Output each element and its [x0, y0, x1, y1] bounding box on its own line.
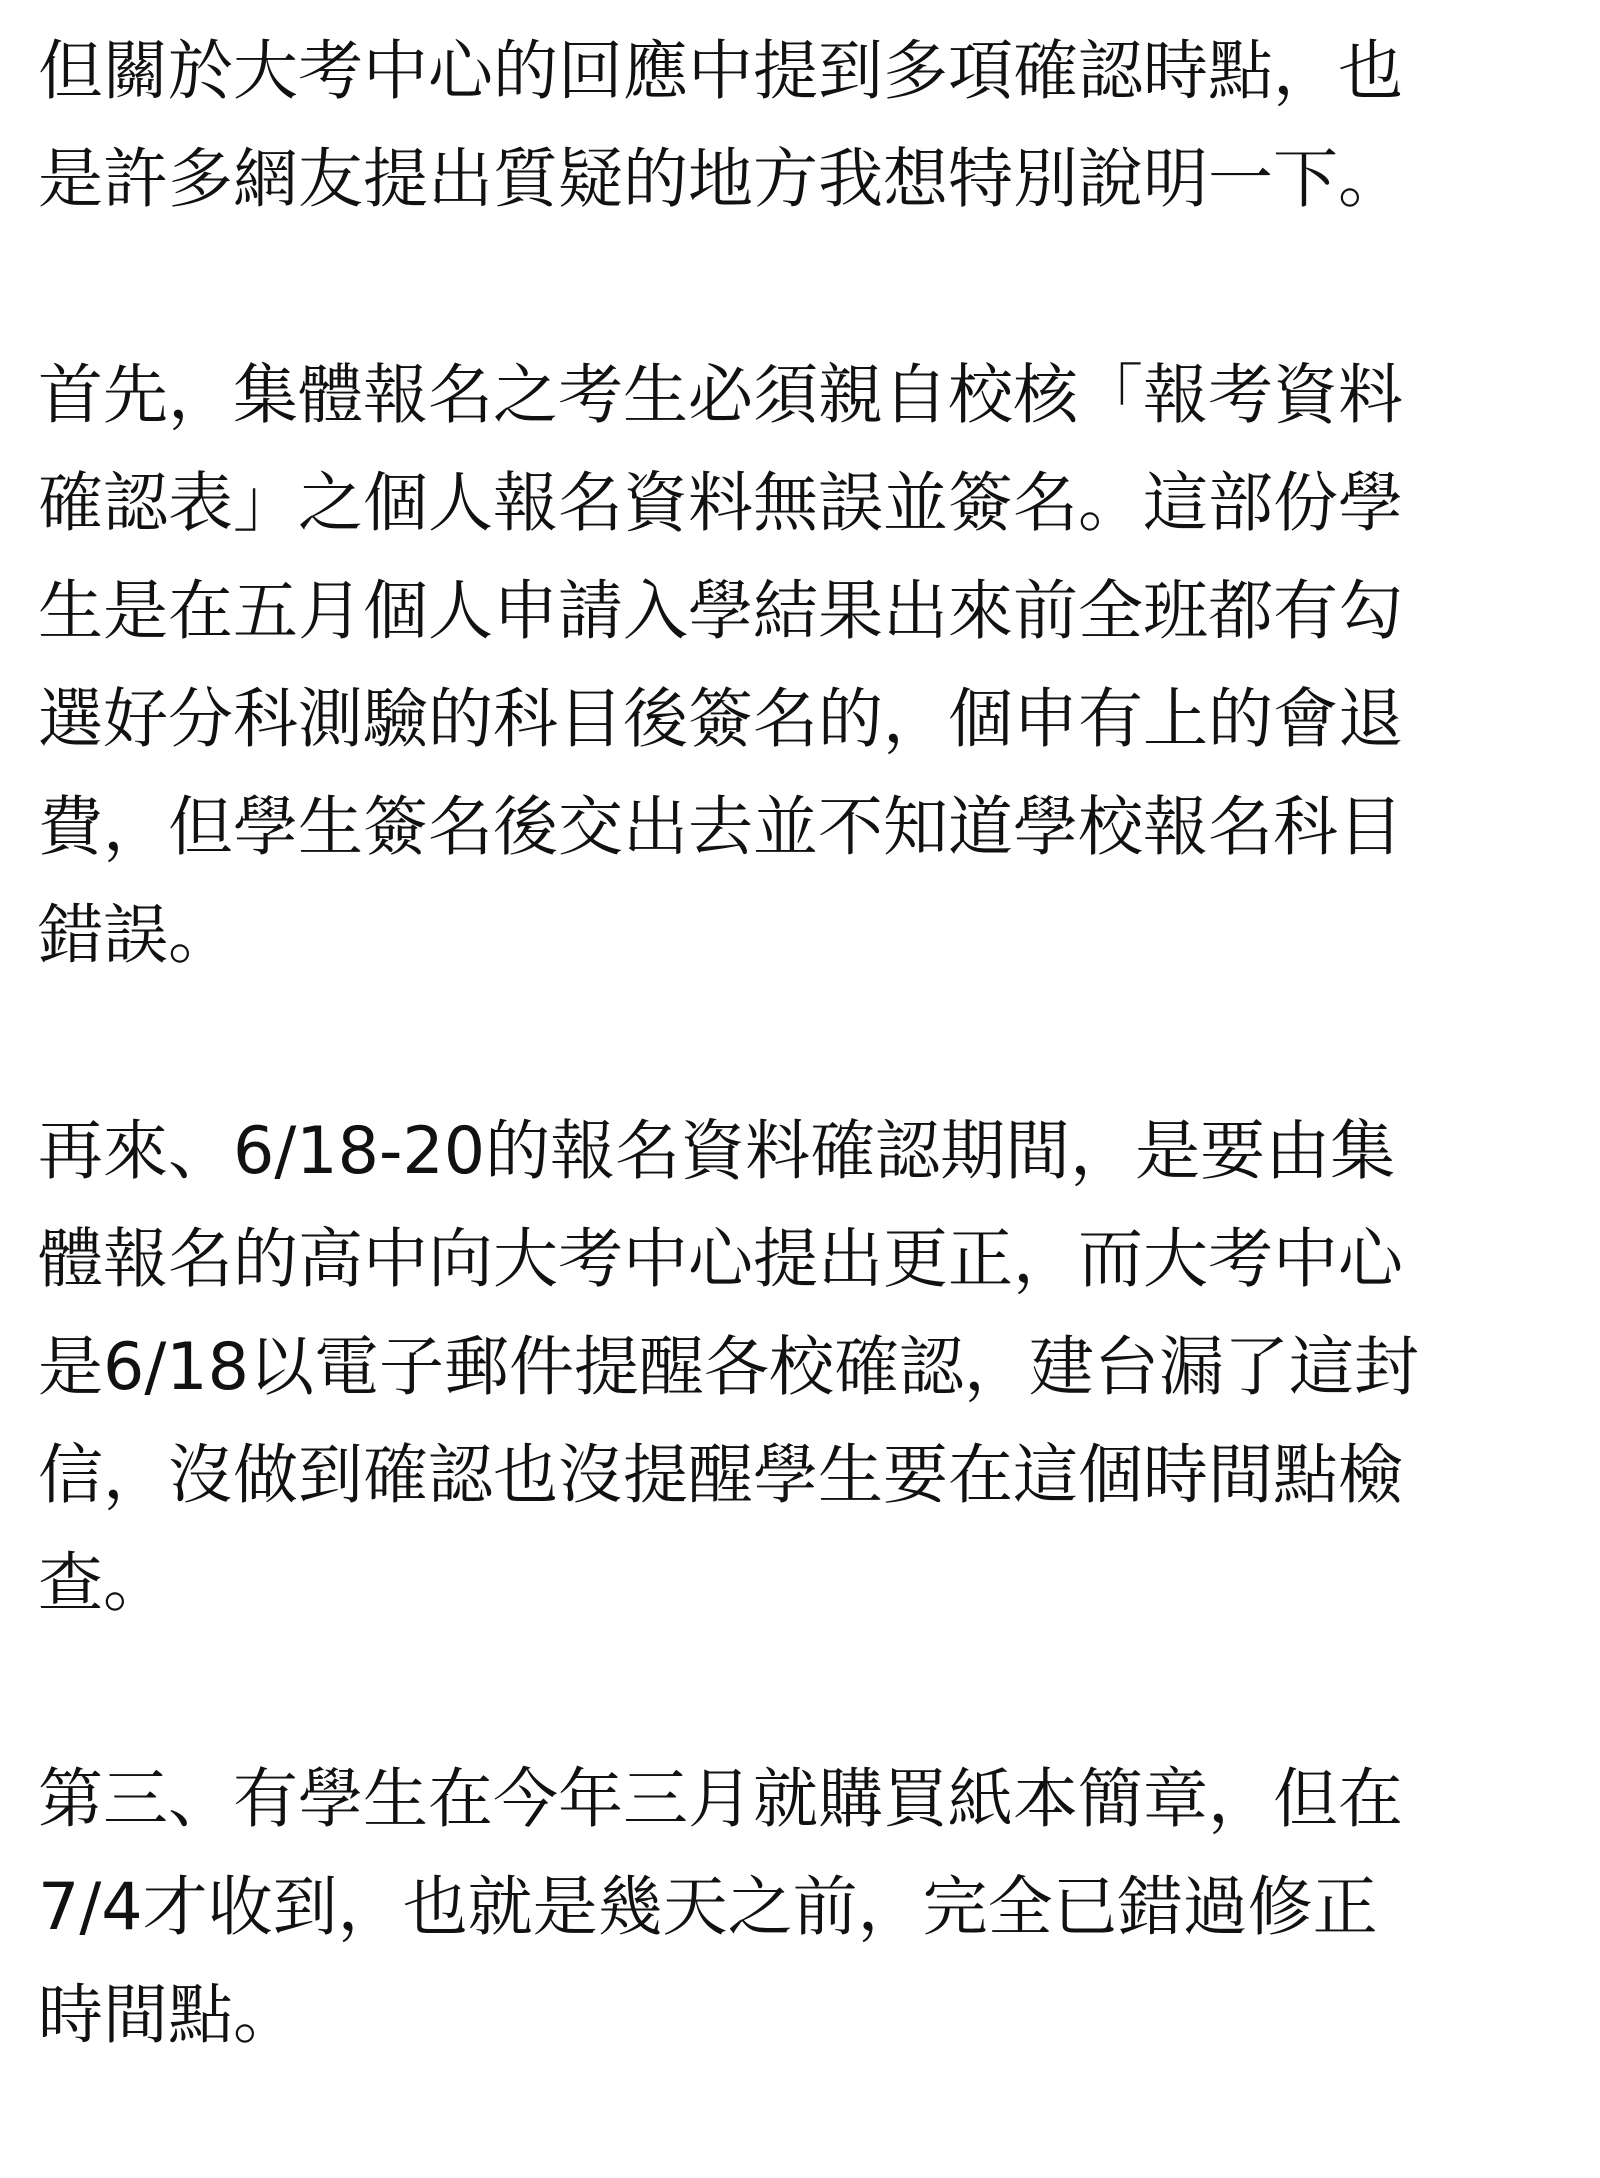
text-line: 信，沒做到確認也沒提醒學生要在這個時間點檢: [38, 1438, 1404, 1513]
text-line: 7/4才收到，也就是幾天之前，完全已錯過修正: [38, 1870, 1378, 1945]
text-line: 生是在五月個人申請入學結果出來前全班都有勾: [38, 574, 1404, 649]
text-line: 確認表」之個人報名資料無誤並簽名。這部份學: [38, 466, 1404, 541]
text-line: 是許多網友提出質疑的地方我想特別說明一下。: [38, 142, 1404, 217]
article-body: [38, 18, 1568, 2178]
paragraph-intro: [38, 18, 1568, 234]
paragraph-third-point: [38, 1746, 1568, 2070]
text-line: 體報名的高中向大考中心提出更正，而大考中心: [38, 1222, 1404, 1297]
text-line: 首先，集體報名之考生必須親自校核「報考資料: [38, 358, 1404, 433]
paragraph-first-point: [38, 342, 1568, 990]
text-line: 是6/18以電子郵件提醒各校確認，建台漏了這封: [38, 1330, 1419, 1405]
text-line: 時間點。: [38, 1978, 299, 2053]
text-line: 再來、6/18-20的報名資料確認期間，是要由集: [38, 1114, 1396, 1189]
text-line: 但關於大考中心的回應中提到多項確認時點，也: [38, 34, 1404, 109]
text-line: 費，但學生簽名後交出去並不知道學校報名科目: [38, 790, 1404, 865]
text-line: 錯誤。: [38, 898, 234, 973]
paragraph-second-point: [38, 1098, 1568, 1638]
text-line: 查。: [38, 1546, 169, 1621]
text-line: 選好分科測驗的科目後簽名的，個申有上的會退: [38, 682, 1404, 757]
text-line: 第三、有學生在今年三月就購買紙本簡章，但在: [38, 1762, 1404, 1837]
